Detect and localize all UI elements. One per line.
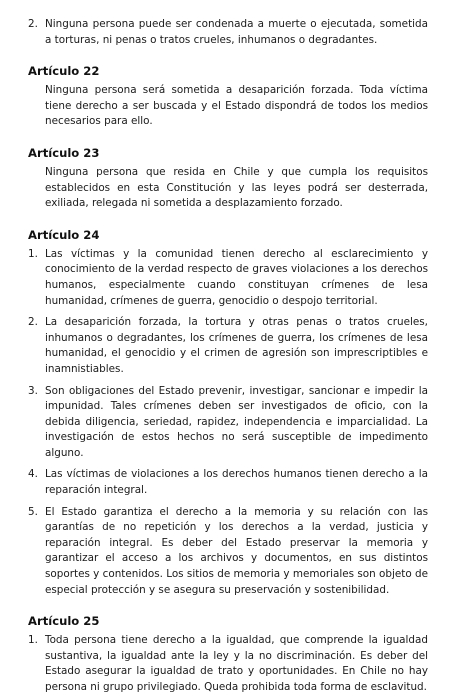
item-number: 1. (28, 634, 38, 647)
item-text: Ninguna persona puede ser condenada a muerte o ejecutada, sometida a torturas, ni penas o tratos crueles, inhumanos o degradantes. (45, 18, 428, 46)
item-text: La desaparición forzada, la tortura y otras penas o tratos crueles, inhumanos o degradantes, los crímenes de guerra, los crímenes de lesa humanidad, el genocidio y el crimen de agresión son imprescriptibles e inamnistiables. (45, 316, 428, 375)
item-text: Las víctimas y la comunidad tienen derecho al esclarecimiento y conocimiento de la verdad respecto de graves violaciones a los derechos humanos, especialmente cuando constituyan crímenes de lesa humanidad, crímenes de guerra, genocidio o despojo territorial. (45, 247, 428, 307)
list-item-art24-4 (28, 467, 428, 498)
list-item-art24-2 (28, 315, 428, 377)
item-number: 2. (28, 316, 38, 329)
article-23-text: Ninguna persona que resida en Chile y que cumpla los requisitos establecidos en esta Constitución y las leyes podrá ser desterrada, exiliada, relegada ni sometida a desplazamiento forzado. (45, 165, 428, 210)
list-item-art25-1 (28, 633, 428, 695)
article-24-heading: Artículo 24 (28, 227, 100, 242)
article-22-heading: Artículo 22 (28, 64, 100, 79)
item-number: 1. (28, 247, 38, 260)
list-item-art24-1 (28, 247, 428, 309)
article-22-text: Ninguna persona será sometida a desaparición forzada. Toda víctima tiene derecho a ser buscada y el Estado dispondrá de todos los medios necesarios para ello. (45, 84, 428, 128)
item-text: Las víctimas de violaciones a los derechos humanos tienen derecho a la reparación integral. (45, 468, 428, 497)
item-number: 5. (28, 505, 38, 518)
item-number: 4. (28, 468, 38, 481)
item-text: El Estado garantiza el derecho a la memoria y su relación con las garantías de no repetición y los derechos a la verdad, justicia y reparación integral. Es deber del Estado preservar la memoria y garantizar el acceso a los archivos y documentos, en sus distintos soportes y contenidos. Los sitios de memoria y memoriales son objeto de especial protección y se asegura su preservación y sostenibilidad. (45, 505, 428, 596)
list-item-art21-2 (28, 17, 428, 48)
list-item-art24-3 (28, 384, 428, 462)
item-number: 2. (28, 18, 38, 30)
item-text: Toda persona tiene derecho a la igualdad, que comprende la igualdad sustantiva, la igualdad ante la ley y la no discriminación. Es deber del Estado asegurar la igualdad de trato y oportunidades. En Chile no hay persona ni grupo privilegiado. Queda prohibida toda forma de esclavitud. (45, 634, 428, 693)
article-23-heading: Artículo 23 (28, 145, 100, 160)
item-number: 3. (28, 384, 38, 397)
article-25-heading: Artículo 25 (28, 614, 100, 629)
item-text: Son obligaciones del Estado prevenir, investigar, sancionar e impedir la impunidad. Tales crímenes deben ser investigados de oficio, con la debida diligencia, seriedad, rapidez, independencia e imparcialidad. La investigación de estos hechos no será susceptible de impedimento alguno. (45, 384, 428, 459)
list-item-art24-5 (28, 505, 428, 599)
